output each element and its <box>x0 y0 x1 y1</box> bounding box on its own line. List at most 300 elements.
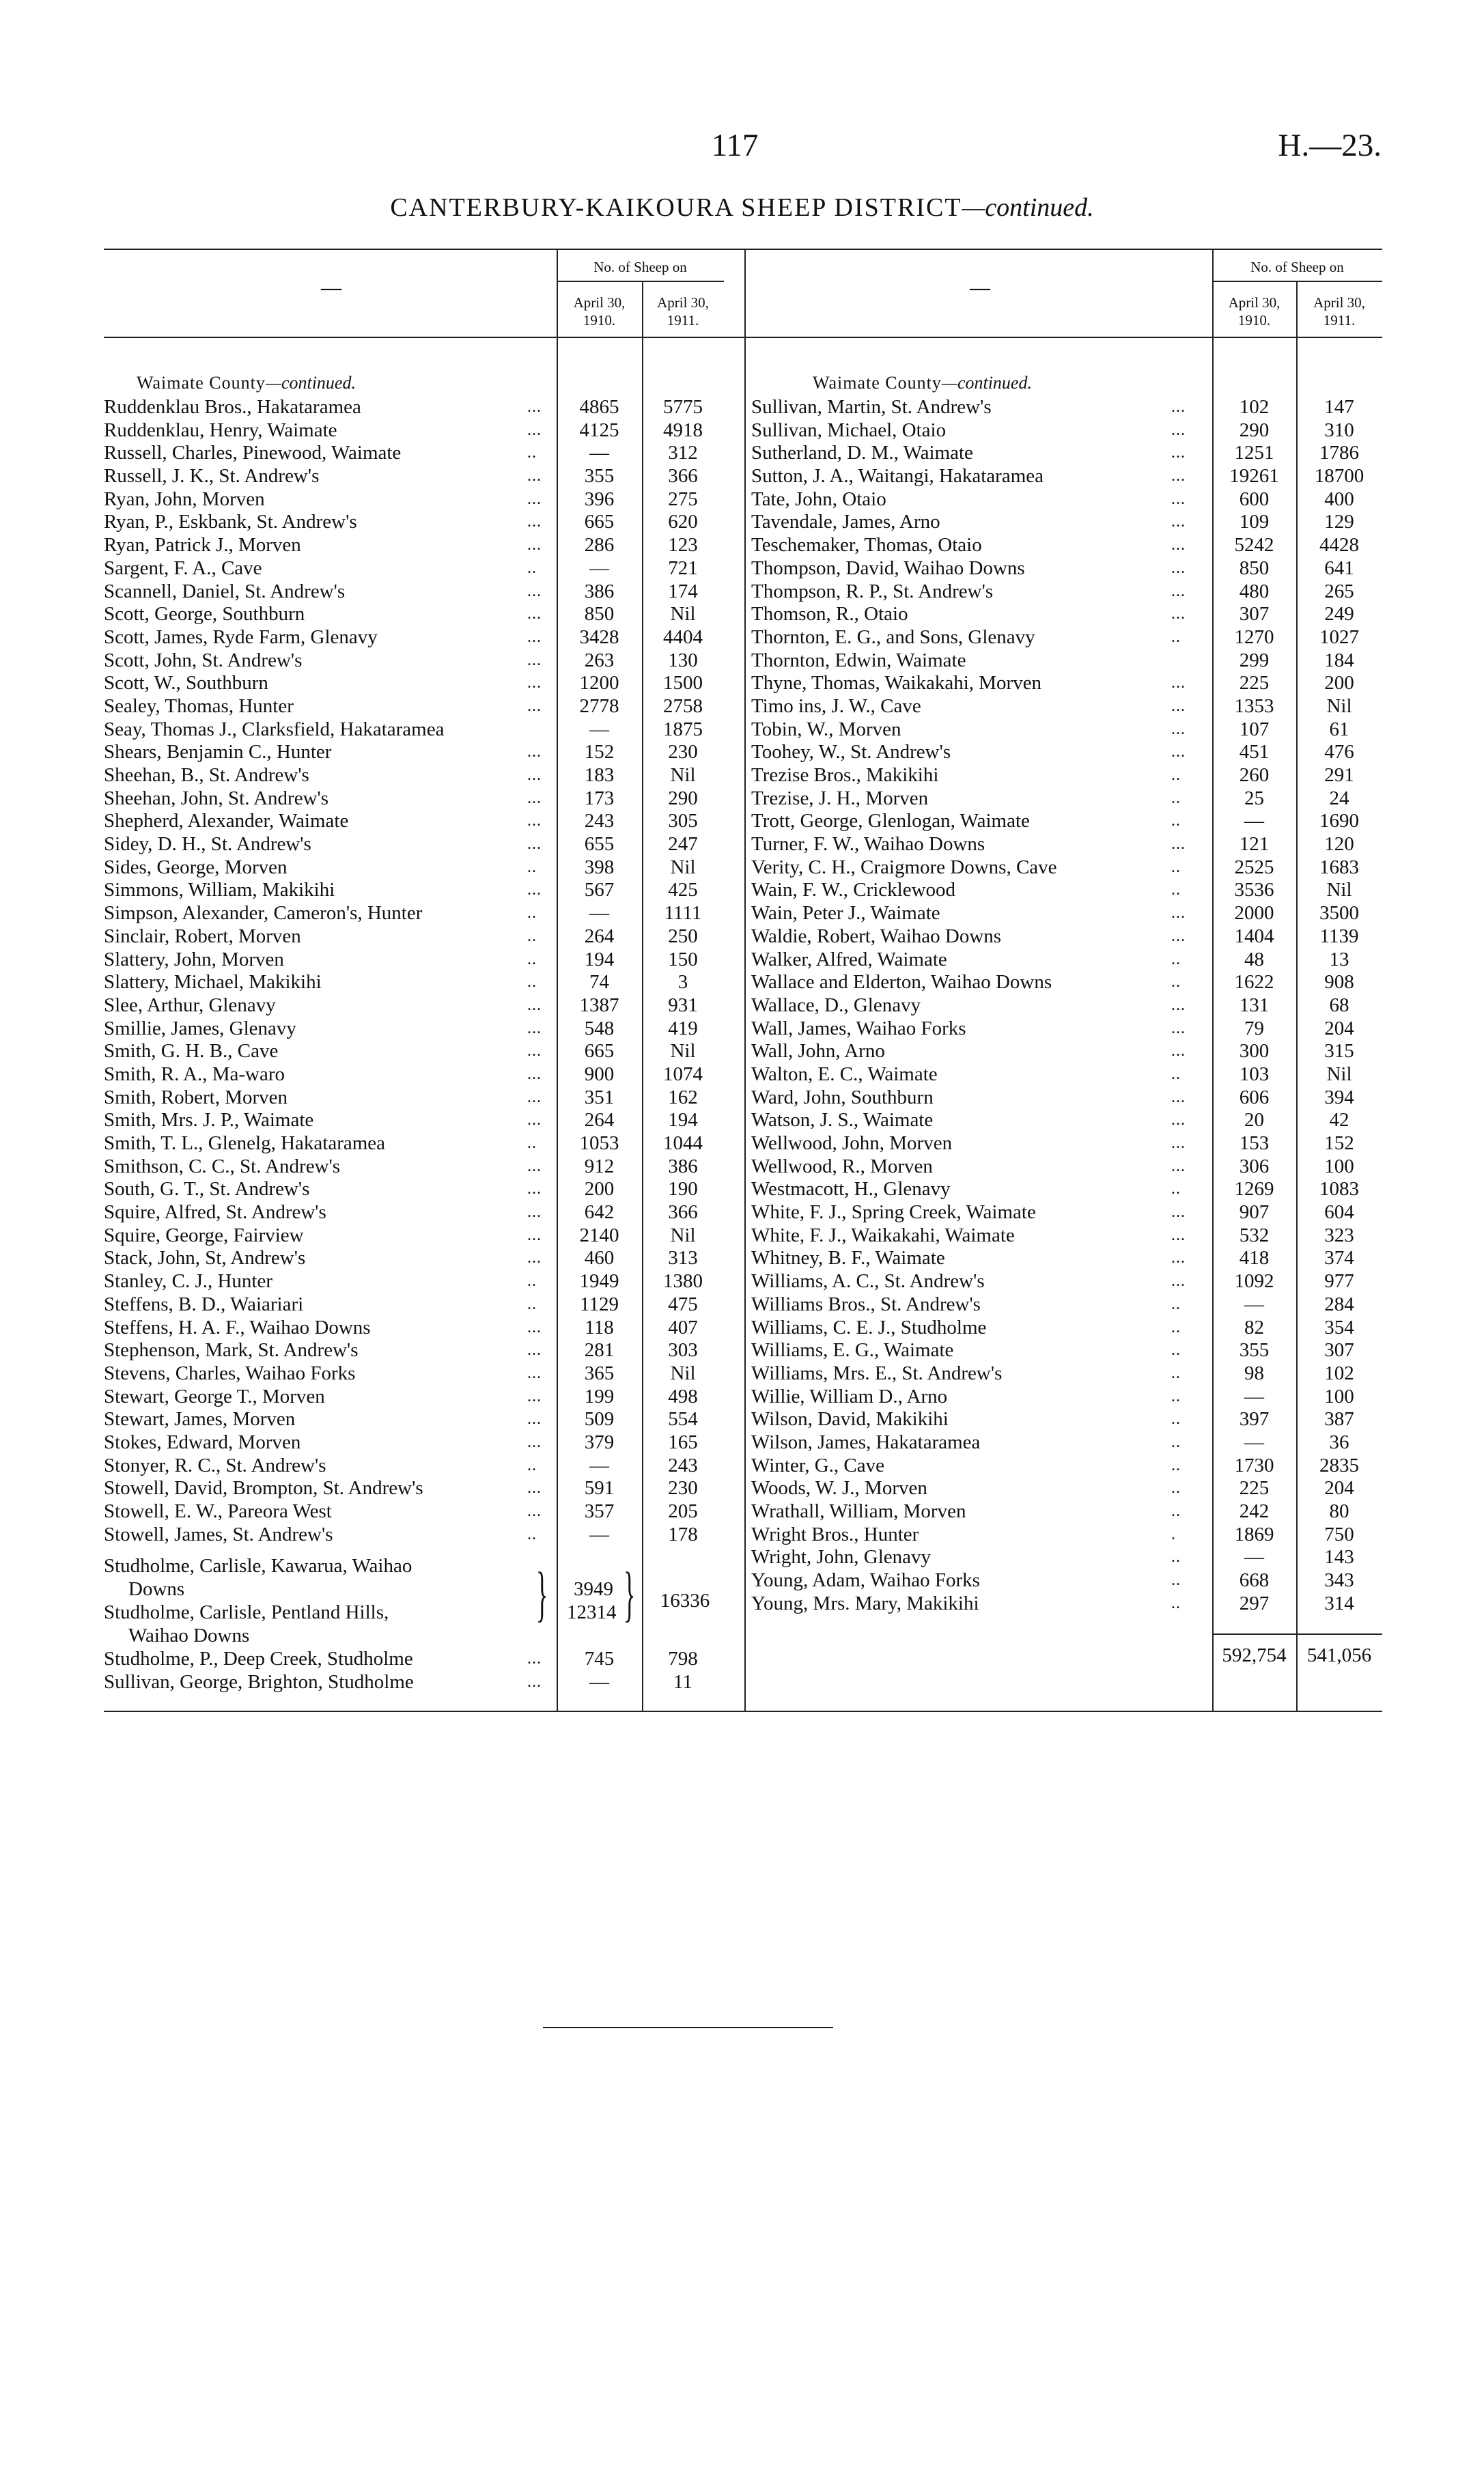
sheep-1911: 190 <box>668 1178 698 1201</box>
left-name-header: — <box>321 277 341 299</box>
sheep-1911: 152 <box>1324 1132 1354 1154</box>
leader-dots: ... <box>1171 467 1186 486</box>
sheep-1911: 150 <box>668 948 698 970</box>
sheep-1911: 313 <box>668 1247 698 1270</box>
sheep-1910: 591 <box>584 1477 615 1500</box>
sheep-1911: 1683 <box>1319 856 1359 878</box>
leader-dots: ... <box>527 582 542 600</box>
table-row <box>104 442 724 465</box>
sheep-1911: 323 <box>1324 1224 1354 1246</box>
sheep-1911: 2758 <box>663 695 703 717</box>
table-row <box>751 971 1382 994</box>
sheep-1911: 641 <box>1324 557 1354 579</box>
table-row <box>751 1477 1382 1500</box>
entry-name: Thornton, E. G., and Sons, Glenavy <box>751 626 1035 648</box>
sheep-1911: 184 <box>1324 649 1354 671</box>
sheep-1911: 1027 <box>1319 626 1359 648</box>
table-row <box>104 1386 724 1409</box>
entry-name: Sargent, F. A., Cave <box>104 557 262 579</box>
entry-name: Trott, George, Glenlogan, Waimate <box>751 810 1030 832</box>
table-row <box>751 534 1382 557</box>
table-row <box>751 1455 1382 1478</box>
sheep-1911: 425 <box>668 879 698 901</box>
sheep-1911: 265 <box>1324 580 1354 602</box>
leader-dots: ... <box>1171 674 1186 692</box>
table-row <box>751 1270 1382 1293</box>
sheep-1911: 129 <box>1324 511 1354 533</box>
entry-name: Stack, John, St, Andrew's <box>104 1247 306 1270</box>
header-bottom-rule <box>104 337 1382 338</box>
entry-name: Simmons, William, Makikihi <box>104 879 335 901</box>
right-group-header: No. of Sheep on <box>1250 259 1344 275</box>
sheep-1911: 305 <box>668 810 698 832</box>
leader-dots: ... <box>1171 835 1186 854</box>
sheep-1911: 1083 <box>1319 1178 1359 1201</box>
table-row <box>751 1247 1382 1270</box>
table-row <box>104 1524 724 1547</box>
sheep-1910: 153 <box>1239 1132 1270 1154</box>
leader-dots: ... <box>527 743 542 761</box>
sheep-1911: 4404 <box>663 626 703 648</box>
col-b-line1: April 30, <box>657 294 709 311</box>
sheep-1911: Nil <box>670 1040 696 1063</box>
sheep-1910: 264 <box>584 1109 615 1132</box>
leader-dots: .. <box>1171 973 1181 992</box>
entry-name: Slattery, John, Morven <box>104 948 284 970</box>
table-row <box>104 1201 724 1224</box>
table-row <box>104 419 724 443</box>
entry-name: Ward, John, Southburn <box>751 1086 934 1108</box>
entry-name: Ryan, Patrick J., Morven <box>104 534 301 557</box>
sheep-1910: 745 <box>584 1648 615 1670</box>
table-row <box>104 1063 724 1086</box>
sheep-1910: 665 <box>584 511 615 533</box>
sheep-1910: 5242 <box>1234 534 1274 557</box>
sheep-1910: 173 <box>584 787 615 809</box>
leader-dots: .. <box>1171 1341 1181 1360</box>
leader-dots: ... <box>527 1065 542 1083</box>
entry-name: South, G. T., St. Andrew's <box>104 1178 310 1201</box>
sheep-1911: 310 <box>1324 419 1354 441</box>
leader-dots: .. <box>527 1295 537 1313</box>
col-b-line2: 1911. <box>1323 312 1356 328</box>
right-brace: } <box>535 1560 548 1628</box>
leader-dots: ... <box>527 1433 542 1451</box>
sheep-1911: 3500 <box>1319 902 1359 925</box>
entry-name: Young, Adam, Waihao Forks <box>751 1569 980 1592</box>
sheep-1910: 98 <box>1244 1362 1264 1384</box>
leader-dots: ... <box>527 1364 542 1382</box>
sheep-1910: 900 <box>584 1063 615 1085</box>
table-row <box>751 1569 1382 1593</box>
sheep-1910: 199 <box>584 1385 615 1407</box>
entry-name: Smith, G. H. B., Cave <box>104 1040 279 1063</box>
table-row <box>104 1317 724 1340</box>
sheep-1910: 509 <box>584 1408 615 1431</box>
table-row <box>751 1132 1382 1155</box>
sheep-1911: 908 <box>1324 971 1354 994</box>
sheep-1911: 374 <box>1324 1247 1354 1270</box>
sheep-1910: 532 <box>1239 1224 1270 1246</box>
table-row <box>104 1648 724 1671</box>
leader-dots: .. <box>527 904 537 923</box>
leader-dots: ... <box>1171 582 1186 600</box>
entry-name: Thyne, Thomas, Waikakahi, Morven <box>751 672 1042 695</box>
leader-dots: ... <box>527 697 542 715</box>
sheep-1911: 931 <box>668 994 698 1016</box>
sheep-1910: 264 <box>584 925 615 947</box>
sheep-1910: 290 <box>1239 419 1270 441</box>
left-group-header: No. of Sheep on <box>593 259 687 275</box>
sheep-1910: 183 <box>584 764 615 786</box>
sheep-1911: 275 <box>668 488 698 510</box>
col-a-line1: April 30, <box>573 294 626 311</box>
leader-dots: ... <box>527 1410 542 1429</box>
leader-dots: . <box>1171 1525 1176 1543</box>
table-row <box>104 649 724 673</box>
leader-dots: ... <box>1171 1249 1186 1267</box>
leader-dots: ... <box>527 1341 542 1360</box>
leader-dots: ... <box>1171 904 1186 923</box>
leader-dots: ... <box>1171 1088 1186 1106</box>
sheep-1910: 355 <box>1239 1339 1270 1362</box>
sheep-1911: 1500 <box>663 672 703 695</box>
leader-dots: .. <box>1171 766 1181 784</box>
leader-dots: .. <box>1171 1594 1181 1612</box>
sheep-1910: 600 <box>1239 488 1270 510</box>
sheep-1910: 103 <box>1239 1063 1270 1085</box>
sheep-1910: 79 <box>1244 1017 1264 1039</box>
leader-dots: ... <box>1171 605 1186 623</box>
entry-name: Slattery, Michael, Makikihi <box>104 971 322 994</box>
entry-name: Woods, W. J., Morven <box>751 1477 927 1500</box>
leader-dots: ... <box>527 881 542 899</box>
table-row <box>751 557 1382 580</box>
table-row <box>104 925 724 949</box>
sheep-1911: 194 <box>668 1109 698 1132</box>
sheep-1911: 11 <box>673 1670 692 1693</box>
table-row <box>751 419 1382 443</box>
sheep-1910: 263 <box>584 649 615 671</box>
entry-name: Stowell, David, Brompton, St. Andrew's <box>104 1477 423 1500</box>
sheep-1910: 365 <box>584 1362 615 1384</box>
entry-name: Sheehan, John, St. Andrew's <box>104 787 329 809</box>
leader-dots: .. <box>527 1272 537 1291</box>
table-row <box>751 1086 1382 1110</box>
sheep-1910: 1730 <box>1234 1454 1274 1476</box>
sheep-1911: 204 <box>1324 1477 1354 1500</box>
entry-name: Sullivan, George, Brighton, Studholme <box>104 1670 414 1693</box>
document-reference: H.—23. <box>1278 128 1382 163</box>
entry-name: Shears, Benjamin C., Hunter <box>104 741 332 763</box>
table-row <box>751 1018 1382 1041</box>
subheading-suffix: —continued. <box>941 373 1032 393</box>
entry-name: Stonyer, R. C., St. Andrew's <box>104 1454 326 1476</box>
sheep-1910: 109 <box>1239 511 1270 533</box>
entry-name: Walton, E. C., Waimate <box>751 1063 938 1085</box>
sheep-1910: — <box>589 902 609 925</box>
table-row <box>751 833 1382 856</box>
table-row <box>104 1671 724 1694</box>
table-row <box>751 1063 1382 1086</box>
sheep-1910: 107 <box>1239 718 1270 740</box>
right-name-header: — <box>970 277 990 299</box>
table-row <box>751 603 1382 626</box>
table-row <box>104 833 724 856</box>
title-main: CANTERBURY-KAIKOURA SHEEP DISTRICT <box>390 193 962 222</box>
sheep-1911: 343 <box>1324 1569 1354 1592</box>
right-subheading <box>813 373 1032 393</box>
sheep-1910: 850 <box>584 603 615 626</box>
subheading-suffix: —continued. <box>265 373 356 393</box>
entry-name: Wellwood, R., Morven <box>751 1155 933 1177</box>
sheep-1910: 194 <box>584 948 615 970</box>
leader-dots: .. <box>527 950 537 968</box>
col-b-line1: April 30, <box>1313 294 1365 311</box>
sheep-1910: 74 <box>589 971 609 994</box>
entry-name: Westmacott, H., Glenavy <box>751 1178 951 1201</box>
leader-dots: ... <box>1171 1042 1186 1061</box>
sheep-1911: 250 <box>668 925 698 947</box>
sheep-1911: 178 <box>668 1523 698 1545</box>
table-row <box>104 810 724 833</box>
table-row <box>104 511 724 534</box>
entry-name: Sinclair, Robert, Morven <box>104 925 301 947</box>
sheep-1910: 480 <box>1239 580 1270 602</box>
total-1910: 592,754 <box>1222 1644 1287 1666</box>
entry-name: Sealey, Thomas, Hunter <box>104 695 294 717</box>
leader-dots: ... <box>1171 444 1186 462</box>
col-a-line1: April 30, <box>1228 294 1280 311</box>
table-row <box>751 925 1382 949</box>
leader-dots: .. <box>1171 1410 1181 1429</box>
table-row <box>751 695 1382 718</box>
sheep-1911: Nil <box>1326 1063 1352 1085</box>
leader-dots: ... <box>1171 559 1186 577</box>
entry-name: Tate, John, Otaio <box>751 488 886 510</box>
leader-dots: ... <box>527 1203 542 1222</box>
entry-name: Steffens, H. A. F., Waihao Downs <box>104 1316 371 1338</box>
column-divider <box>744 249 746 1711</box>
sheep-1910: 306 <box>1239 1155 1270 1177</box>
sheep-1911: 366 <box>668 1201 698 1224</box>
table-row <box>104 465 724 488</box>
leader-dots: ... <box>527 605 542 623</box>
sheep-1911: 1786 <box>1319 442 1359 464</box>
table-row <box>104 1178 724 1201</box>
sheep-1910: 386 <box>584 580 615 602</box>
sheep-1911: 4918 <box>663 419 703 441</box>
entry-name: Smith, Robert, Morven <box>104 1086 288 1108</box>
sheep-1910: 451 <box>1239 741 1270 763</box>
entry-name: Ruddenklau Bros., Hakataramea <box>104 396 361 418</box>
sheep-1910: 1622 <box>1234 971 1274 994</box>
sheep-1910: — <box>1244 1293 1264 1315</box>
table-row <box>104 856 724 880</box>
table-row <box>751 672 1382 695</box>
right-table-body <box>751 396 1382 1615</box>
sheep-1911: 554 <box>668 1408 698 1431</box>
sheep-1910: 121 <box>1239 833 1270 856</box>
studholme-line-2: Downs <box>128 1578 185 1600</box>
entry-name: Wright Bros., Hunter <box>751 1523 919 1545</box>
sheep-1911: 366 <box>668 465 698 488</box>
table-row <box>751 1317 1382 1340</box>
sheep-1910: — <box>589 718 609 740</box>
table-row <box>104 1362 724 1386</box>
table-row <box>104 1018 724 1041</box>
sheep-1911: 1044 <box>663 1132 703 1154</box>
entry-name: Stowell, E. W., Pareora West <box>104 1500 332 1522</box>
entry-name: Wallace, D., Glenavy <box>751 994 921 1016</box>
leader-dots: ... <box>527 1387 542 1405</box>
table-row <box>104 1247 724 1270</box>
table-row <box>751 626 1382 649</box>
leader-dots: ... <box>527 1479 542 1498</box>
sheep-1911: Nil <box>670 856 696 878</box>
entry-name: Thompson, David, Waihao Downs <box>751 557 1025 579</box>
leader-dots: ... <box>527 651 542 669</box>
leader-dots: ... <box>527 536 542 555</box>
table-row <box>751 488 1382 511</box>
leader-dots: .. <box>1171 1180 1181 1198</box>
table-row <box>751 396 1382 419</box>
page-number: 117 <box>711 128 759 163</box>
table-row <box>104 1040 724 1063</box>
table-row <box>104 1431 724 1455</box>
table-row <box>751 1178 1382 1201</box>
total-1911: 541,056 <box>1306 1644 1372 1666</box>
entry-name: Wrathall, William, Morven <box>751 1500 966 1522</box>
leader-dots: ... <box>527 1088 542 1106</box>
table-row <box>104 672 724 695</box>
entry-name: Shepherd, Alexander, Waimate <box>104 810 349 832</box>
leader-dots: .. <box>1171 858 1181 876</box>
sheep-1911: 1690 <box>1319 810 1359 832</box>
leader-dots: ... <box>527 1226 542 1244</box>
sheep-1910: 307 <box>1239 603 1270 626</box>
sheep-1910: 2525 <box>1234 856 1274 878</box>
sheep-1911: 100 <box>1324 1385 1354 1407</box>
table-bottom-rule <box>104 1711 1382 1712</box>
sheep-1911: 307 <box>1324 1339 1354 1362</box>
sheep-1911: 394 <box>1324 1086 1354 1108</box>
sheep-1910: — <box>589 1670 609 1693</box>
sheep-1910: 3536 <box>1234 879 1274 901</box>
sheep-1910: 300 <box>1239 1040 1270 1063</box>
entry-name: Thomson, R., Otaio <box>751 603 908 626</box>
sheep-1911: 620 <box>668 511 698 533</box>
entry-name: Tobin, W., Morven <box>751 718 901 740</box>
page-title <box>0 193 1484 223</box>
sheep-1910: 351 <box>584 1086 615 1108</box>
table-row <box>104 1408 724 1431</box>
sheep-1911: Nil <box>1326 879 1352 901</box>
leader-dots: .. <box>1171 1479 1181 1498</box>
leader-dots: .. <box>527 927 537 945</box>
table-row <box>104 902 724 925</box>
table-row <box>751 1500 1382 1524</box>
sheep-1911: 303 <box>668 1339 698 1362</box>
table-row <box>751 465 1382 488</box>
sheep-1910: 418 <box>1239 1247 1270 1270</box>
entry-name: Wall, James, Waihao Forks <box>751 1017 966 1039</box>
sheep-1911: 290 <box>668 787 698 809</box>
leader-dots: .. <box>527 858 537 876</box>
leader-dots: .. <box>1171 1548 1181 1567</box>
sheep-1910: 398 <box>584 856 615 878</box>
studholme-value-2: 12314 <box>567 1601 617 1623</box>
sheep-1911: 200 <box>1324 672 1354 695</box>
entry-name: Wright, John, Glenavy <box>751 1546 932 1569</box>
entry-name: Stowell, James, St. Andrew's <box>104 1523 333 1545</box>
table-row <box>104 1500 724 1524</box>
entry-name: Smith, R. A., Ma-waro <box>104 1063 285 1085</box>
sheep-1911: 123 <box>668 534 698 557</box>
sheep-1910: 1387 <box>579 994 619 1016</box>
leader-dots: ... <box>1171 1019 1186 1037</box>
sheep-1911: 230 <box>668 741 698 763</box>
table-row <box>104 1086 724 1110</box>
sheep-1910: 48 <box>1244 948 1264 970</box>
entry-name: Wain, Peter J., Waimate <box>751 902 940 925</box>
table-row <box>751 764 1382 787</box>
leader-dots: ... <box>527 467 542 486</box>
sheep-1911: 1111 <box>664 902 702 925</box>
sheep-1910: 1092 <box>1234 1270 1274 1293</box>
table-row <box>104 1293 724 1317</box>
sheep-1910: 131 <box>1239 994 1270 1016</box>
studholme-value-combined: 16336 <box>660 1590 710 1612</box>
leader-dots: ... <box>527 1249 542 1267</box>
sheep-1911: 18700 <box>1314 465 1364 488</box>
entry-name: Wilson, James, Hakataramea <box>751 1431 981 1453</box>
sheep-1911: 475 <box>668 1293 698 1315</box>
sheep-1910: 668 <box>1239 1569 1270 1592</box>
sheep-1911: 102 <box>1324 1362 1354 1384</box>
sheep-1911: 247 <box>668 833 698 856</box>
leader-dots: ... <box>1171 513 1186 531</box>
leader-dots: ... <box>1171 697 1186 715</box>
sheep-1910: 281 <box>584 1339 615 1362</box>
sheep-1910: 907 <box>1239 1201 1270 1224</box>
sheep-1911: 604 <box>1324 1201 1354 1224</box>
leader-dots: ... <box>527 1318 542 1336</box>
leader-dots: ... <box>1171 743 1186 761</box>
entry-name: Ruddenklau, Henry, Waimate <box>104 419 337 441</box>
entry-name: Turner, F. W., Waihao Downs <box>751 833 985 856</box>
entry-name: Stokes, Edward, Morven <box>104 1431 301 1453</box>
entry-name: Russell, J. K., St. Andrew's <box>104 465 320 488</box>
leader-dots: ... <box>1171 1272 1186 1291</box>
col-a-line2: 1910. <box>583 312 616 328</box>
sheep-1910: 242 <box>1239 1500 1270 1522</box>
sheep-1911: Nil <box>670 764 696 786</box>
table-row <box>104 718 724 742</box>
leader-dots: .. <box>527 1134 537 1152</box>
leader-dots: ... <box>527 766 542 784</box>
entry-name: Russell, Charles, Pinewood, Waimate <box>104 442 402 464</box>
entry-name: Thornton, Edwin, Waimate <box>751 649 966 671</box>
sheep-1910: 297 <box>1239 1592 1270 1614</box>
table-row <box>104 1339 724 1362</box>
sheep-1911: 291 <box>1324 764 1354 786</box>
sheep-1911: 24 <box>1329 787 1349 809</box>
leader-dots: .. <box>1171 1502 1181 1520</box>
entry-name: Stewart, James, Morven <box>104 1408 296 1431</box>
leader-dots: .. <box>1171 812 1181 830</box>
table-row <box>751 1293 1382 1317</box>
